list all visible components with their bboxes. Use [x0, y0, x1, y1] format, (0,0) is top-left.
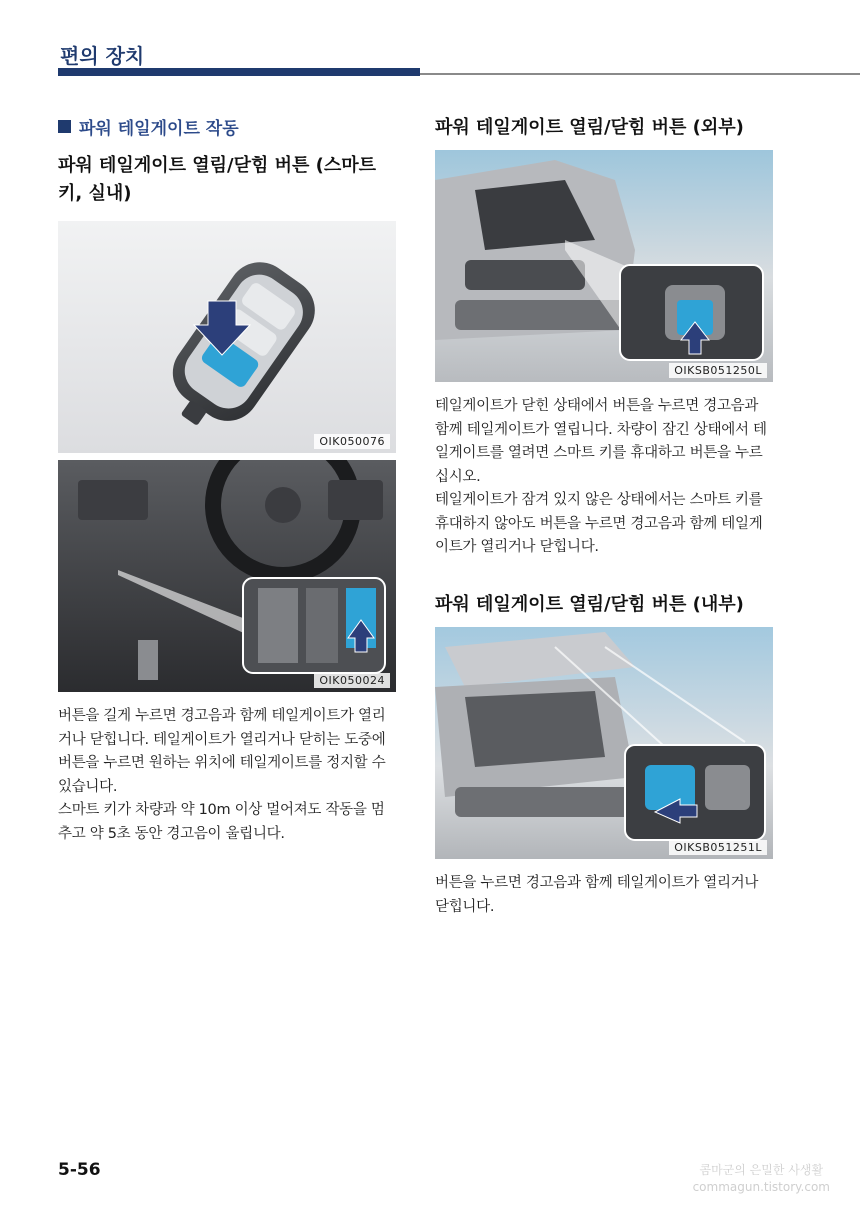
- page-header-title: 편의 장치: [60, 44, 145, 68]
- header-rule-thick: [58, 68, 420, 76]
- figure-interior-dashboard: [58, 460, 396, 692]
- figure-code: OIKSB051251L: [669, 840, 767, 855]
- paragraph: 버튼을 누르면 경고음과 함께 테일게이트가 열리거나 닫힙니다.: [435, 875, 759, 915]
- paragraph: 버튼을 길게 누르면 경고음과 함께 테일게이트가 열리거나 닫힙니다. 테일게이트가 열리거나 닫히는 도중에 버튼을 누르면 원하는 위치에 테일게이트를 정지할 수 있습니다.: [58, 708, 386, 795]
- paragraph: 스마트 키가 차량과 약 10m 이상 멀어져도 작동을 멈추고 약 5초 동안 경고음이 울립니다.: [58, 802, 385, 842]
- header-rule-thin: [420, 73, 860, 75]
- watermark-line: 콤마군의 은밀한 사생활: [699, 1163, 824, 1177]
- watermark-line: commagun.tistory.com: [692, 1180, 830, 1194]
- section-title: [58, 114, 398, 139]
- subheading-smartkey-interior: 파워 테일게이트 열림/닫힘 버튼 (스마트 키, 실내): [58, 155, 377, 204]
- smart-key-illustration: [58, 221, 396, 453]
- left-body-text: [58, 705, 398, 846]
- interior-dashboard-illustration: [58, 460, 396, 692]
- exterior-rear-illustration: [435, 150, 773, 382]
- right-body-text-1: [435, 395, 775, 560]
- right-body-text-2: [435, 872, 775, 919]
- open-tailgate-illustration: [435, 627, 773, 859]
- watermark: [693, 1162, 830, 1196]
- page-number: 5-56: [58, 1160, 101, 1180]
- figure-code: OIK050076: [314, 434, 390, 449]
- subheading-exterior: 파워 테일게이트 열림/닫힘 버튼 (외부): [435, 117, 744, 138]
- figure-code: OIKSB051250L: [669, 363, 767, 378]
- figure-smart-key: [58, 221, 396, 453]
- figure-exterior-rear: [435, 150, 773, 382]
- figure-code: OIK050024: [314, 673, 390, 688]
- figure-open-tailgate: [435, 627, 773, 859]
- section-title-text: 파워 테일게이트 작동: [79, 119, 239, 139]
- paragraph: 테일게이트가 닫힌 상태에서 버튼을 누르면 경고음과 함께 테일게이트가 열립니다. 차량이 잠긴 상태에서 테일게이트를 열려면 스마트 키를 휴대하고 버튼을 누르십시오.: [435, 398, 767, 485]
- subheading-interior: 파워 테일게이트 열림/닫힘 버튼 (내부): [435, 594, 744, 615]
- paragraph: 테일게이트가 잠겨 있지 않은 상태에서는 스마트 키를 휴대하지 않아도 버튼을 누르면 경고음과 함께 테일게이트가 열리거나 닫힙니다.: [435, 492, 763, 555]
- bullet-square-icon: [58, 120, 71, 133]
